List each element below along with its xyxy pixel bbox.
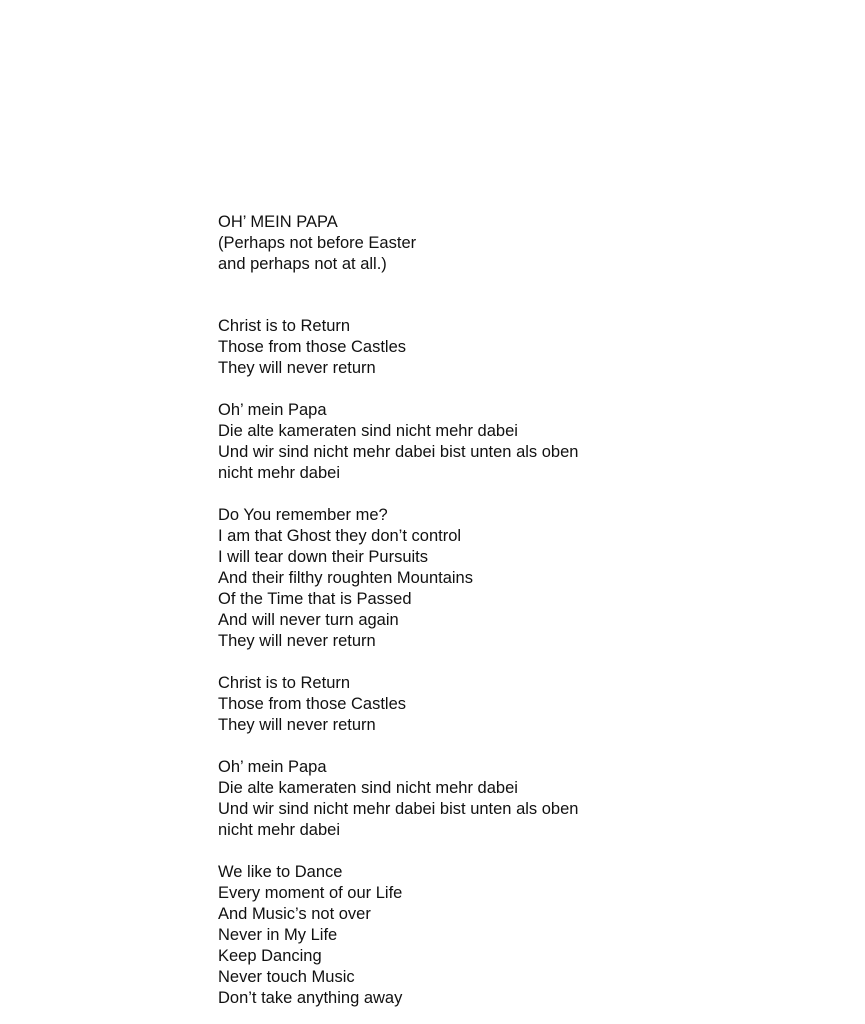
stanza xyxy=(218,673,838,736)
poem-line: Those from those Castles xyxy=(218,338,406,356)
stanza-spacer xyxy=(218,379,838,400)
poem-subtitle-line: and perhaps not at all.) xyxy=(218,255,387,273)
stanza xyxy=(218,316,838,379)
poem-line: They will never return xyxy=(218,716,376,734)
poem-line: Oh’ mein Papa xyxy=(218,401,327,419)
stanza-spacer xyxy=(218,652,838,673)
poem-line: Oh’ mein Papa xyxy=(218,758,327,776)
poem-line: Of the Time that is Passed xyxy=(218,590,412,608)
poem-line: Every moment of our Life xyxy=(218,884,403,902)
poem-line: And Music’s not over xyxy=(218,905,371,923)
stanza-spacer xyxy=(218,841,838,862)
poem-line: Die alte kameraten sind nicht mehr dabei xyxy=(218,779,518,797)
stanza-spacer xyxy=(218,484,838,505)
poem-line: I am that Ghost they don’t control xyxy=(218,527,462,545)
stanza xyxy=(218,862,838,1009)
stanza xyxy=(218,400,838,484)
poem-subtitle-line: (Perhaps not before Easter xyxy=(218,234,417,252)
poem-line: I will tear down their Pursuits xyxy=(218,548,428,566)
poem-line: Die alte kameraten sind nicht mehr dabei xyxy=(218,422,518,440)
poem-line: And will never turn again xyxy=(218,611,399,629)
stanza-list xyxy=(218,316,838,1009)
poem-line: Do You remember me? xyxy=(218,506,388,524)
poem-line: And their filthy roughten Mountains xyxy=(218,569,473,587)
poem-line: Never touch Music xyxy=(218,968,355,986)
poem-body xyxy=(218,212,838,1009)
poem-line: Never in My Life xyxy=(218,926,338,944)
poem-line: We like to Dance xyxy=(218,863,343,881)
stanza-spacer xyxy=(218,736,838,757)
poem-line: nicht mehr dabei xyxy=(218,464,340,482)
poem-line: Christ is to Return xyxy=(218,317,351,335)
poem-title: OH’ MEIN PAPA xyxy=(218,213,338,231)
poem-line: Christ is to Return xyxy=(218,674,351,692)
stanza xyxy=(218,757,838,841)
poem-line: Those from those Castles xyxy=(218,695,406,713)
poem-line: Don’t take anything away xyxy=(218,989,403,1007)
poem-line: Und wir sind nicht mehr dabei bist unten als oben xyxy=(218,443,579,461)
poem-line: nicht mehr dabei xyxy=(218,821,340,839)
poem-line: They will never return xyxy=(218,359,376,377)
poem-line: They will never return xyxy=(218,632,376,650)
poem-line: Keep Dancing xyxy=(218,947,322,965)
poem-line: Und wir sind nicht mehr dabei bist unten als oben xyxy=(218,800,579,818)
stanza xyxy=(218,505,838,652)
stanza-spacer xyxy=(218,275,838,316)
